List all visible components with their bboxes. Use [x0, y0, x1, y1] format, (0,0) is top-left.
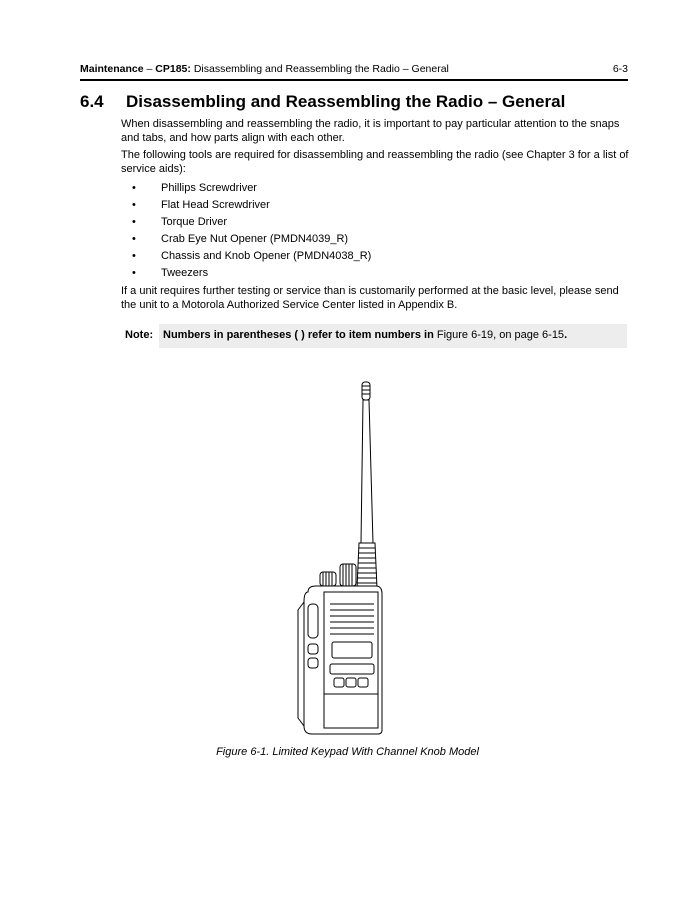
- intro-paragraph: When disassembling and reassembling the radio, it is important to pay particular attention to the snaps and tabs, and how parts align with each other.: [121, 118, 620, 144]
- side-rail: [298, 602, 304, 726]
- header-rule: [80, 79, 628, 81]
- bullet: •: [132, 233, 136, 245]
- tool-label: Tweezers: [161, 267, 209, 279]
- note-text: [163, 329, 567, 341]
- figure-caption: Figure 6-1. Limited Keypad With Channel Knob Model: [216, 746, 479, 758]
- antenna-base: [357, 543, 377, 588]
- bullet: •: [132, 199, 136, 211]
- tool-label: Flat Head Screwdriver: [161, 199, 270, 211]
- bullet: •: [132, 250, 136, 262]
- service-paragraph: If a unit requires further testing or service than is customarily performed at the basic level, please send the unit to a Motorola Authorized Service Center listed in Appendix B.: [121, 285, 619, 311]
- page-number: 6-3: [612, 63, 628, 75]
- tool-label: Torque Driver: [161, 216, 228, 228]
- note-label: Note:: [125, 329, 154, 341]
- section-title: Disassembling and Reassembling the Radio – General: [126, 92, 566, 111]
- bullet: •: [132, 182, 136, 194]
- tool-label: Crab Eye Nut Opener (PMDN4039_R): [161, 233, 349, 245]
- tool-label: Chassis and Knob Opener (PMDN4038_R): [161, 250, 372, 262]
- list-item: [121, 231, 371, 248]
- list-item: [121, 197, 371, 214]
- radio-housing: [304, 586, 382, 734]
- header-subject: Disassembling and Reassembling the Radio – General: [190, 63, 449, 75]
- volume-knob: [320, 572, 336, 586]
- list-item: [121, 180, 371, 197]
- header-model: CP185:: [155, 63, 191, 75]
- header-left: [80, 62, 449, 76]
- bullet: •: [132, 216, 136, 228]
- note-shade: [159, 324, 627, 348]
- running-header: [80, 62, 628, 78]
- note-bold-text: Numbers in parentheses ( ) refer to item numbers in: [163, 329, 434, 341]
- list-item: [121, 265, 371, 282]
- radio-illustration: [290, 378, 400, 738]
- note-box: [121, 324, 627, 348]
- note-end: .: [564, 329, 568, 341]
- header-dash: –: [143, 63, 156, 75]
- antenna-tip: [362, 382, 370, 400]
- figure-reference-link[interactable]: Figure 6-19, on page 6-15: [433, 329, 565, 341]
- tool-label: Phillips Screwdriver: [161, 182, 257, 194]
- tools-paragraph: The following tools are required for disassembling and reassembling the radio (see Chapter 3 for a list of service aids):: [121, 149, 629, 175]
- channel-knob: [340, 564, 356, 586]
- section-number: 6.4: [80, 92, 104, 111]
- antenna-shaft: [361, 400, 373, 543]
- list-item: [121, 248, 371, 265]
- list-item: [121, 214, 371, 231]
- bullet: •: [132, 267, 136, 279]
- header-chapter: Maintenance: [80, 63, 144, 75]
- tools-list: [121, 180, 371, 282]
